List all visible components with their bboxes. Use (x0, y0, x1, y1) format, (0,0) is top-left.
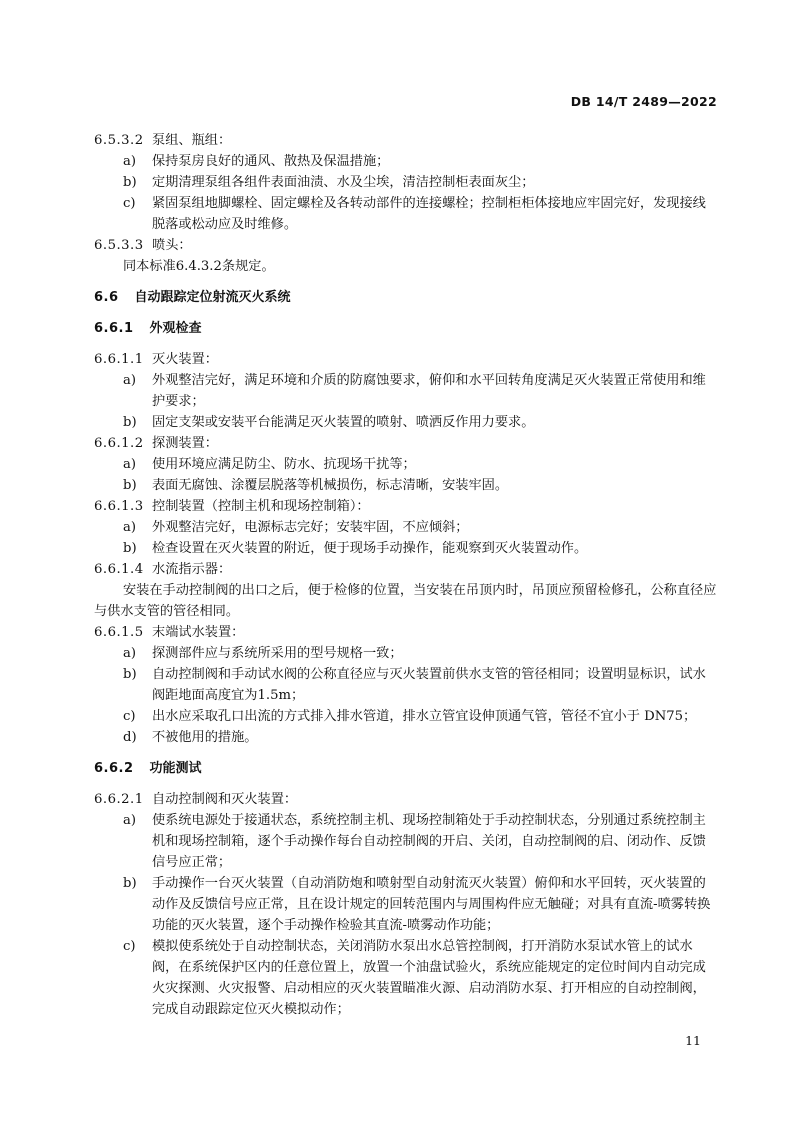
item-text: 自动控制阀和手动试水阀的公称直径应与灭火装置前供水支管的管径相同；设置明显标识，试水阀距地面高度宜为1.5m； (152, 667, 706, 703)
section-title: 功能测试 (149, 761, 202, 776)
item-label: a) (123, 520, 137, 535)
item-text: 使用环境应满足防尘、防水、抗现场干扰等； (152, 457, 416, 472)
clause-6-6-1-1 (94, 349, 719, 370)
item-text: 紧固泵组地脚螺栓、固定螺栓及各转动部件的连接螺栓；控制柜柜体接地应牢固完好，发现接线脱落或松动应及时维修。 (152, 196, 706, 232)
page-number: 11 (685, 1033, 701, 1048)
clause-6-6-2-1 (94, 789, 719, 810)
item-label: b) (123, 478, 137, 493)
item-label: b) (123, 667, 137, 682)
section-heading-6-6-1 (94, 318, 719, 339)
item-label: c) (123, 939, 136, 954)
item-label: b) (123, 175, 137, 190)
item-text: 固定支架或安装平台能满足灭火装置的喷射、喷洒反作用力要求。 (152, 415, 535, 430)
clause-text: 灭火装置： (152, 352, 218, 367)
item-text: 模拟使系统处于自动控制状态，关闭消防水泵出水总管控制阀，打开消防水泵试水管上的试水阀，在系统保护区内的任意位置上，放置一个油盘试验火，系统应能规定的定位时间内自动完成火灾探测、火灾报警、启动相应的灭火装置瞄准火源、启动消防水泵、打开相应的自动控制阀，完成自动跟踪定位灭火模拟动作； (152, 939, 706, 1017)
section-number: 6.6.2 (94, 761, 134, 776)
document-body (94, 130, 719, 1020)
item-text: 定期清理泵组各组件表面油渍、水及尘埃，清洁控制柜表面灰尘； (152, 175, 535, 190)
list-item (94, 517, 719, 538)
list-item (94, 664, 719, 706)
item-text: 外观整洁完好，满足环境和介质的防腐蚀要求，俯仰和水平回转角度满足灭火装置正常使用和维护要求； (152, 373, 706, 409)
clause-text: 控制装置（控制主机和现场控制箱）： (152, 499, 370, 514)
list-item (94, 151, 719, 172)
item-label: c) (123, 709, 136, 724)
item-text: 使系统电源处于接通状态，系统控制主机、现场控制箱处于手动控制状态，分别通过系统控制主机和现场控制箱，逐个手动操作每台自动控制阀的开启、关闭，自动控制阀的启、闭动作、反馈信号应正常； (152, 813, 706, 870)
list-item (94, 706, 719, 727)
clause-6-5-3-3 (94, 235, 719, 256)
clause-6-6-1-5 (94, 622, 719, 643)
clause-number: 6.5.3.2 (94, 133, 144, 148)
clause-text: 水流指示器： (152, 562, 232, 577)
item-label: a) (123, 373, 137, 388)
list-item (94, 727, 719, 748)
item-text: 表面无腐蚀、涂覆层脱落等机械损伤，标志清晰，安装牢固。 (152, 478, 509, 493)
item-text: 出水应采取孔口出流的方式排入排水管道，排水立管宜设伸顶通气管，管径不宜小于 DN75； (152, 709, 697, 724)
item-label: b) (123, 541, 137, 556)
clause-body: 同本标准6.4.3.2条规定。 (123, 259, 275, 274)
section-title: 自动跟踪定位射流灭火系统 (134, 290, 291, 305)
item-text: 手动操作一台灭火装置（自动消防炮和喷射型自动射流灭火装置）俯仰和水平回转，灭火装置的动作及反馈信号应正常，且在设计规定的回转范围内与周围构件应无触碰；对具有直流-喷雾转换功能的灭火装置，逐个手动操作检验其直流-喷雾动作功能； (152, 876, 711, 933)
list-item (94, 475, 719, 496)
item-text: 探测部件应与系统所采用的型号规格一致； (152, 646, 403, 661)
item-text: 检查设置在灭火装置的附近，便于现场手动操作，能观察到灭火装置动作。 (152, 541, 588, 556)
section-heading-6-6-2 (94, 758, 719, 779)
clause-text: 末端试水装置： (152, 625, 245, 640)
item-text: 外观整洁完好，电源标志完好；安装牢固，不应倾斜； (152, 520, 469, 535)
list-item (94, 873, 719, 936)
clause-number: 6.6.2.1 (94, 792, 144, 807)
clause-number: 6.6.1.1 (94, 352, 144, 367)
clause-text: 自动控制阀和灭火装置： (152, 792, 298, 807)
clause-text: 喷头： (152, 238, 192, 253)
item-label: c) (123, 196, 136, 211)
item-text: 保持泵房良好的通风、散热及保温措施； (152, 154, 390, 169)
clause-6-6-1-4 (94, 559, 719, 580)
list-item (94, 643, 719, 664)
clause-text: 探测装置： (152, 436, 218, 451)
item-label: a) (123, 154, 137, 169)
item-label: b) (123, 876, 137, 891)
clause-number: 6.6.1.3 (94, 499, 144, 514)
clause-text: 泵组、瓶组： (152, 133, 232, 148)
clause-number: 6.5.3.3 (94, 238, 144, 253)
section-heading-6-6 (94, 287, 719, 308)
clause-6-6-1-3 (94, 496, 719, 517)
list-item (94, 538, 719, 559)
clause-6-5-3-2 (94, 130, 719, 151)
clause-6-6-1-2 (94, 433, 719, 454)
item-label: a) (123, 646, 137, 661)
item-text: 不被他用的措施。 (152, 730, 258, 745)
section-number: 6.6 (94, 290, 119, 305)
section-number: 6.6.1 (94, 321, 134, 336)
standard-code: DB 14/T 2489—2022 (570, 94, 717, 109)
item-label: b) (123, 415, 137, 430)
list-item (94, 412, 719, 433)
list-item (94, 810, 719, 873)
clause-number: 6.6.1.4 (94, 562, 144, 577)
list-item (94, 370, 719, 412)
list-item (94, 454, 719, 475)
clause-number: 6.6.1.5 (94, 625, 144, 640)
clause-number: 6.6.1.2 (94, 436, 144, 451)
list-item (94, 193, 719, 235)
item-label: d) (123, 730, 137, 745)
clause-body: 安装在手动控制阀的出口之后，便于检修的位置，当安装在吊顶内时，吊顶应预留检修孔，公称直径应与供水支管的管径相同。 (94, 583, 717, 619)
item-label: a) (123, 457, 137, 472)
section-title: 外观检查 (149, 321, 202, 336)
list-item (94, 936, 719, 1020)
item-label: a) (123, 813, 137, 828)
list-item (94, 172, 719, 193)
